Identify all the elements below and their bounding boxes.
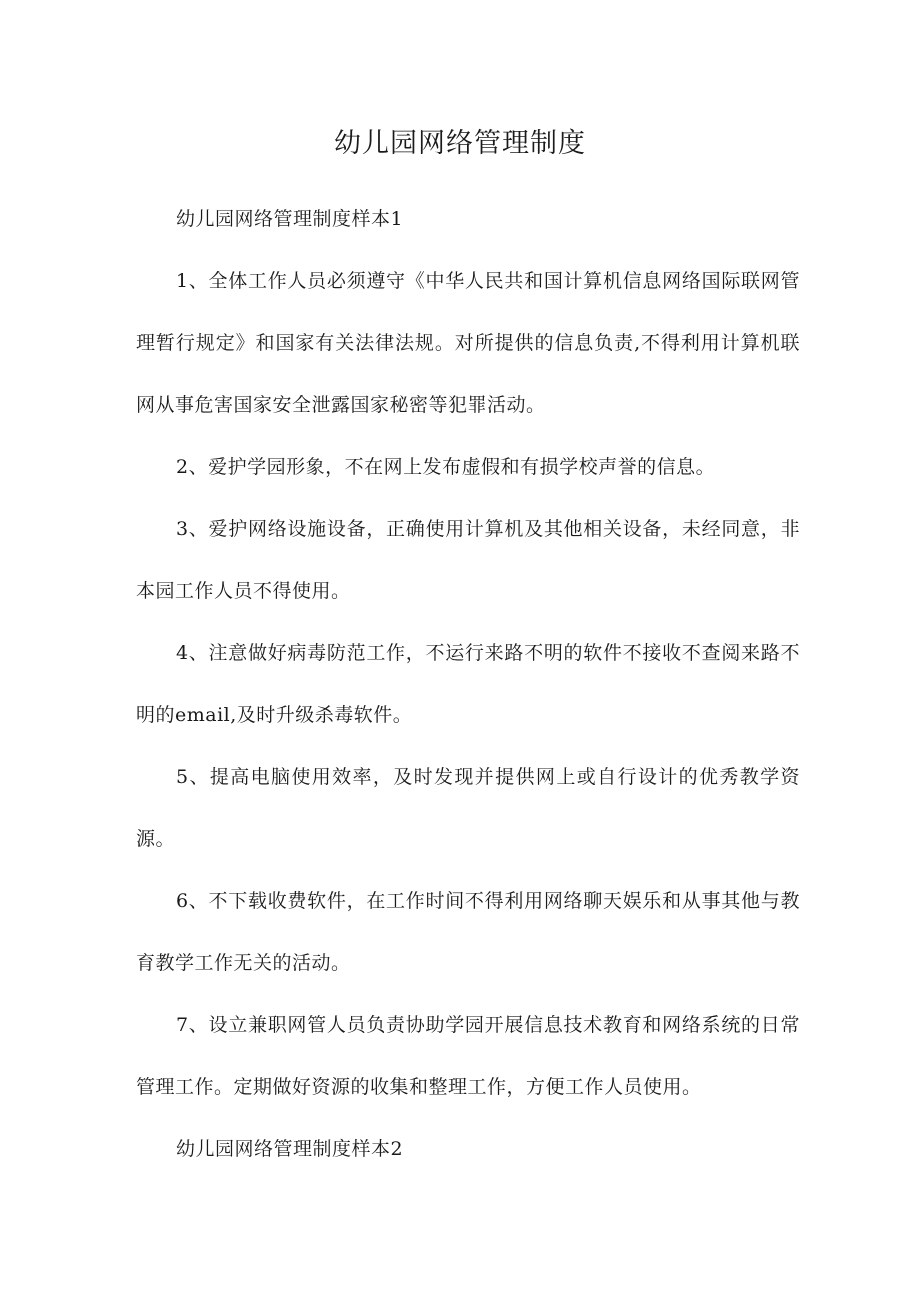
rule-paragraph-2: 2、爱护学园形象，不在网上发布虚假和有损学校声誉的信息。 xyxy=(176,456,716,478)
section-heading-2: 幼儿园网络管理制度样本2 xyxy=(176,1138,404,1160)
rule-paragraph-7: 7、设立兼职网管人员负责协助学园开展信息技术教育和网络系统的日常管理工作。定期做好资源的收集和整理工作，方便工作人员使用。 xyxy=(136,1014,800,1098)
section-heading-1: 幼儿园网络管理制度样本1 xyxy=(176,208,404,230)
rule-paragraph-1: 1、全体工作人员必须遵守《中华人民共和国计算机信息网络国际联网管理暂行规定》和国家有关法律法规。对所提供的信息负责,不得利用计算机联网从事危害国家安全泄露国家秘密等犯罪活动。 xyxy=(136,270,800,416)
document-title: 幼儿园网络管理制度 xyxy=(334,128,586,159)
rule-paragraph-5: 5、提高电脑使用效率，及时发现并提供网上或自行设计的优秀教学资源。 xyxy=(136,766,800,850)
rule-paragraph-4: 4、注意做好病毒防范工作，不运行来路不明的软件不接收不查阅来路不明的email,及时升级杀毒软件。 xyxy=(136,642,800,726)
rule-paragraph-3: 3、爱护网络设施设备，正确使用计算机及其他相关设备，未经同意，非本园工作人员不得使用。 xyxy=(136,518,800,602)
rule-paragraph-6: 6、不下载收费软件，在工作时间不得利用网络聊天娱乐和从事其他与教育教学工作无关的活动。 xyxy=(136,890,800,974)
document-body xyxy=(136,188,800,1180)
